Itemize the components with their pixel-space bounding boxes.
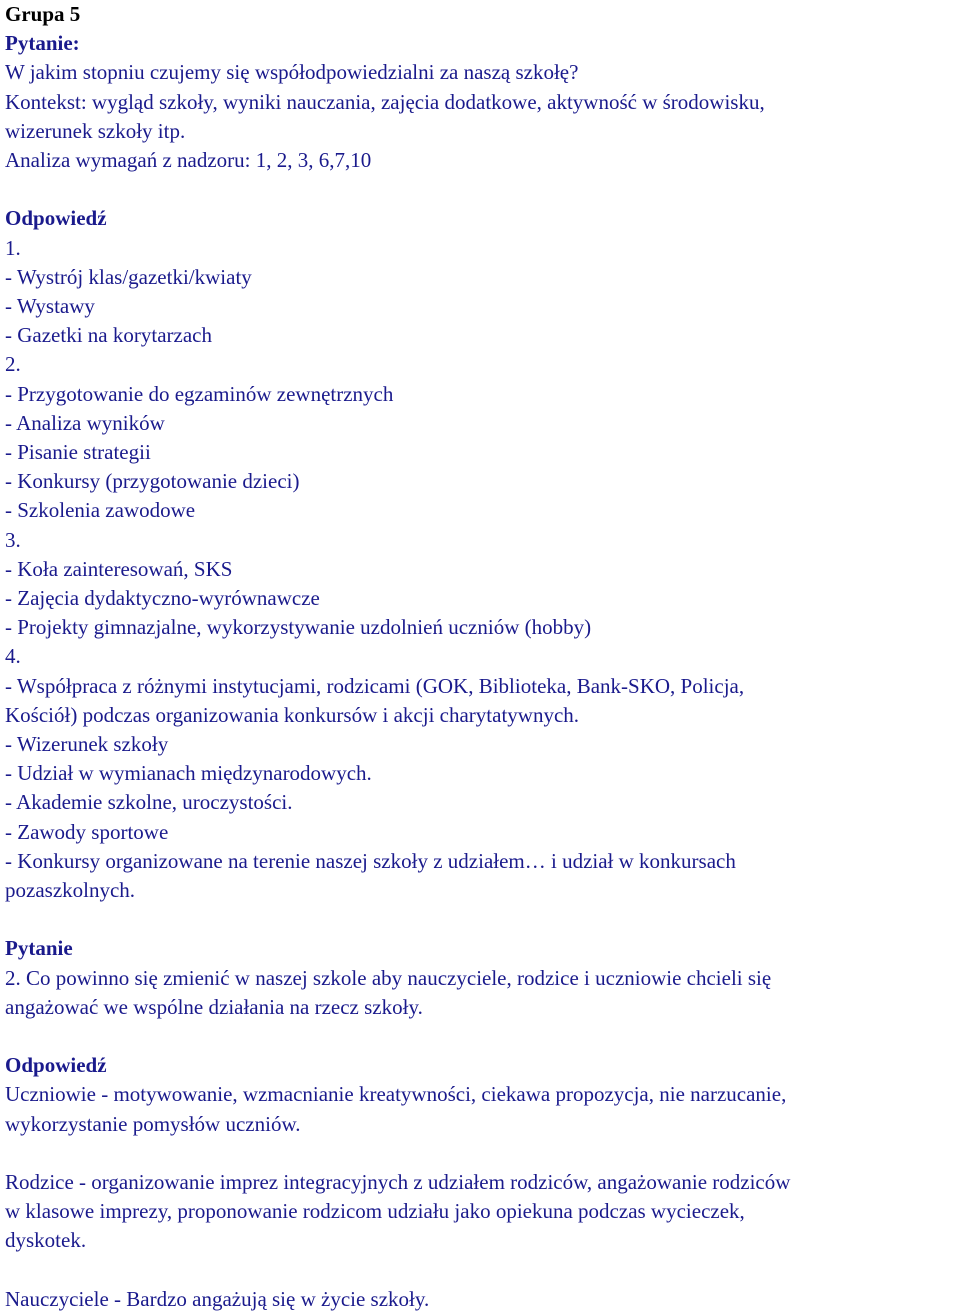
group-number: 3. xyxy=(5,527,21,552)
question-heading: Pytanie: xyxy=(5,31,80,56)
list-item: - Współpraca z różnymi instytucjami, rodzicami (GOK, Biblioteka, Bank-SKO, Policja, xyxy=(5,673,745,698)
question-text: W jakim stopniu czujemy się współodpowiedzialni za naszą szkołę? xyxy=(5,60,579,85)
spacer xyxy=(5,1256,957,1285)
group-title: Grupa 5 xyxy=(5,2,81,26)
spacer xyxy=(5,1022,957,1051)
list-item: - Konkursy (przygotowanie dzieci) xyxy=(5,469,300,494)
answer-group-3 xyxy=(5,526,957,643)
parents-answer: Rodzice - organizowanie imprez integracyjnych z udziałem rodziców, angażowanie rodziców xyxy=(5,1170,791,1195)
list-item: - Pisanie strategii xyxy=(5,440,151,465)
list-item: - Przygotowanie do egzaminów zewnętrznych xyxy=(5,381,394,406)
list-item: - Koła zainteresowań, SKS xyxy=(5,556,233,581)
group-number: 1. xyxy=(5,235,21,260)
group-number: 4. xyxy=(5,644,21,669)
context-text: Kontekst: wygląd szkoły, wyniki nauczania, zajęcia dodatkowe, aktywność w środowisku, xyxy=(5,89,765,114)
parents-answer-end: dyskotek. xyxy=(5,1228,87,1253)
answer-group-2 xyxy=(5,350,957,525)
list-item: pozaszkolnych. xyxy=(5,878,136,903)
students-answer: Uczniowie - motywowanie, wzmacnianie kreatywności, ciekawa propozycja, nie narzucanie, xyxy=(5,1082,787,1107)
document-page xyxy=(5,0,957,1314)
list-item: - Konkursy organizowane na terenie naszej szkoły z udziałem… i udział w konkursach xyxy=(5,848,736,873)
list-item: - Akademie szkolne, uroczystości. xyxy=(5,790,293,815)
group-number: 2. xyxy=(5,352,21,377)
question-heading-2: Pytanie xyxy=(5,936,73,961)
answer-heading: Odpowiedź xyxy=(5,206,107,231)
question-text-2: 2. Co powinno się zmienić w naszej szkole aby nauczyciele, rodzice i uczniowie chcieli się xyxy=(5,965,772,990)
list-item: - Szkolenia zawodowe xyxy=(5,498,196,523)
answer-group-4 xyxy=(5,642,957,905)
list-item: - Analiza wyników xyxy=(5,410,165,435)
analysis-text: Analiza wymagań z nadzoru: 1, 2, 3, 6,7,10 xyxy=(5,148,372,173)
question-text-2-continued: angażować we wspólne działania na rzecz szkoły. xyxy=(5,994,423,1019)
list-item: - Wystawy xyxy=(5,294,95,319)
list-item: - Udział w wymianach międzynarodowych. xyxy=(5,761,372,786)
list-item: - Projekty gimnazjalne, wykorzystywanie uzdolnień uczniów (hobby) xyxy=(5,615,592,640)
list-item: - Wizerunek szkoły xyxy=(5,732,169,757)
list-item: Kościół) podczas organizowania konkursów i akcji charytatywnych. xyxy=(5,702,580,727)
answer-group-1 xyxy=(5,234,957,351)
teachers-answer: Nauczyciele - Bardzo angażują się w życie szkoły. xyxy=(5,1286,430,1311)
parents-answer-continued: w klasowe imprezy, proponowanie rodzicom udziału jako opiekuna podczas wycieczek, xyxy=(5,1199,745,1224)
list-item: - Zajęcia dydaktyczno-wyrównawcze xyxy=(5,586,320,611)
answer-heading-2: Odpowiedź xyxy=(5,1053,107,1078)
context-text-continued: wizerunek szkoły itp. xyxy=(5,118,186,143)
spacer xyxy=(5,175,957,204)
list-item: - Wystrój klas/gazetki/kwiaty xyxy=(5,264,252,289)
list-item: - Gazetki na korytarzach xyxy=(5,323,212,348)
list-item: - Zawody sportowe xyxy=(5,819,169,844)
spacer xyxy=(5,905,957,934)
spacer xyxy=(5,1139,957,1168)
students-answer-continued: wykorzystanie pomysłów uczniów. xyxy=(5,1111,301,1136)
